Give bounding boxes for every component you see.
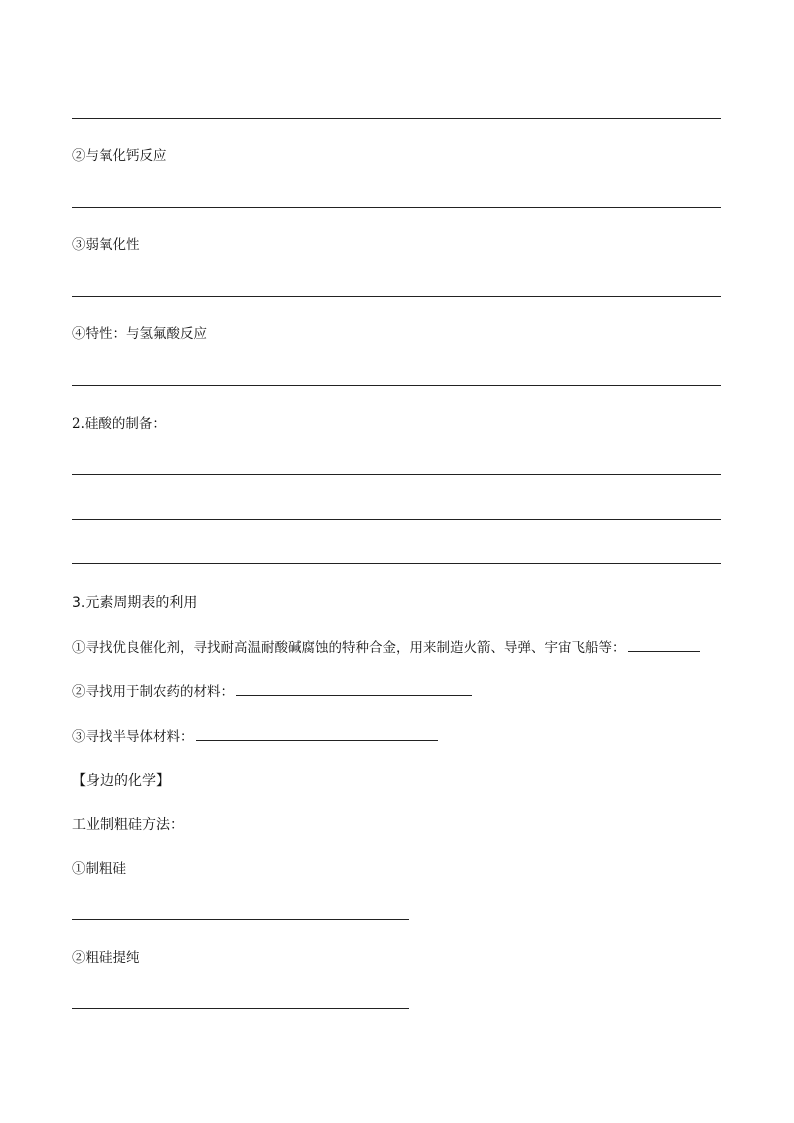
item-make-crude-silicon: ①制粗硅 (72, 861, 126, 877)
answer-line-4[interactable] (72, 385, 721, 386)
item-catalyst-alloy-text: ①寻找优良催化剂，寻找耐高温耐酸碱腐蚀的特种合金，用来制造火箭、导弹、宇宙飞船等： (72, 640, 626, 656)
answer-line-2[interactable] (72, 207, 721, 208)
item-react-hydrofluoric-acid: ④特性：与氢氟酸反应 (72, 326, 207, 342)
answer-line-7[interactable] (72, 563, 721, 564)
item-pesticide-material (72, 681, 472, 702)
blank-pesticide-material[interactable] (236, 681, 472, 696)
item-semiconductor-material-text: ③寻找半导体材料： (72, 729, 194, 745)
answer-line-purify-silicon[interactable] (72, 1008, 409, 1009)
blank-semiconductor-material[interactable] (196, 726, 438, 741)
answer-line-3[interactable] (72, 296, 721, 297)
chemistry-around-us-heading: 【身边的化学】 (72, 773, 170, 789)
item-react-calcium-oxide: ②与氧化钙反应 (72, 148, 167, 164)
item-catalyst-alloy (72, 637, 700, 658)
industrial-crude-silicon-heading: 工业制粗硅方法： (72, 817, 184, 833)
section-periodic-table-heading: 3.元素周期表的利用 (72, 595, 198, 611)
section-silicic-acid-heading: 2.硅酸的制备： (72, 416, 166, 432)
answer-line-1[interactable] (72, 118, 721, 119)
item-semiconductor-material (72, 726, 438, 747)
answer-line-crude-silicon[interactable] (72, 919, 409, 920)
answer-line-5[interactable] (72, 474, 721, 475)
item-weak-oxidizing: ③弱氧化性 (72, 237, 140, 253)
blank-catalyst-alloy[interactable] (628, 637, 700, 652)
item-purify-crude-silicon: ②粗硅提纯 (72, 950, 140, 966)
item-pesticide-material-text: ②寻找用于制农药的材料： (72, 684, 234, 700)
answer-line-6[interactable] (72, 519, 721, 520)
